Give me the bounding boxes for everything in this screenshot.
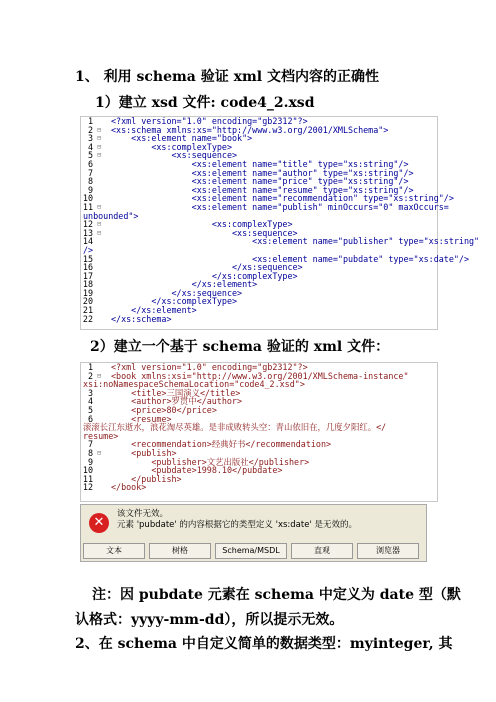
tab-browser[interactable]: 浏览器 xyxy=(357,543,419,559)
fold-icon[interactable]: ⊟ xyxy=(97,125,102,134)
fold-icon[interactable]: ⊟ xyxy=(97,448,102,457)
code-text: </publish> xyxy=(111,473,182,484)
code-text: <xs:sequence> xyxy=(111,150,238,161)
tab-grid[interactable]: 树格 xyxy=(149,543,211,559)
fold-icon[interactable]: ⊟ xyxy=(97,134,102,143)
code-text: </xs:schema> xyxy=(111,313,172,324)
line-number: 11 xyxy=(82,201,93,212)
line-number: 22 xyxy=(82,313,93,324)
code-text: <xs:element name="author" type="xs:string"/> xyxy=(111,167,414,178)
code-text: <publish> xyxy=(111,447,177,458)
code-text: </xs:element> xyxy=(111,279,258,290)
code-text: <?xml version="1.0" encoding="gb2312"?> xyxy=(111,116,308,126)
code-text: <resume> xyxy=(111,413,172,424)
line-number: 8 xyxy=(87,447,93,458)
code-text: 滚滚长江东逝水，浪花淘尽英雄。是非成败转头空：青山依旧在，几度夕阳红。</ xyxy=(83,422,387,433)
xsd-code-block xyxy=(80,116,480,330)
code-text: <xs:complexType> xyxy=(111,141,233,152)
code-text: <book xmlns:xsi="http://www.w3.org/2001/XMLSchema-instance" xyxy=(111,370,409,381)
section-heading-2: 2、在 schema 中自定义简单的数据类型：myinteger, 其 xyxy=(75,636,453,652)
code-text: <xs:schema xmlns:xs="http://www.w3.org/2001/XMLSchema"> xyxy=(111,124,389,135)
line-number: 10 xyxy=(82,465,93,476)
tab-visual[interactable]: 直观 xyxy=(291,543,353,559)
line-number: 19 xyxy=(82,287,93,298)
code-text: <xs:complexType> xyxy=(111,219,293,230)
code-text: </xs:element> xyxy=(111,305,197,316)
code-text: <recommendation>经典好书</recommendation> xyxy=(111,439,332,450)
tab-schema[interactable]: Schema/MSDL xyxy=(215,543,287,559)
line-number: 18 xyxy=(82,279,93,290)
code-text: <xs:element name="publish" minOccurs="0" maxOccurs= xyxy=(111,201,449,212)
line-number: 4 xyxy=(87,141,93,152)
line-number: 17 xyxy=(82,270,93,281)
code-text: /> xyxy=(83,244,94,255)
line-number: 9 xyxy=(87,456,93,467)
line-number: 3 xyxy=(87,133,93,144)
line-number: 9 xyxy=(87,184,93,195)
line-number: 12 xyxy=(82,482,93,493)
line-number: 5 xyxy=(87,404,93,415)
line-number: 21 xyxy=(82,305,93,316)
code-text: <author>罗贯中</author> xyxy=(111,396,243,407)
line-number: 3 xyxy=(87,387,93,398)
code-text: <xs:element name="recommendation" type="xs:string"/> xyxy=(111,193,454,204)
error-icon: ✕ xyxy=(89,513,109,533)
code-text: <title>三国演义</title> xyxy=(111,387,241,398)
line-number: 11 xyxy=(82,473,93,484)
step-heading-1: 1）建立 xsd 文件: code4_2.xsd xyxy=(95,95,315,111)
line-number: 6 xyxy=(87,158,93,169)
line-number: 13 xyxy=(82,227,93,238)
section-heading-1: 1、 利用 schema 验证 xml 文档内容的正确性 xyxy=(75,69,379,85)
fold-icon[interactable]: ⊟ xyxy=(97,228,102,237)
code-text: <xs:element name="title" type="xs:string"/> xyxy=(111,158,409,169)
code-text: unbounded"> xyxy=(83,210,139,221)
error-detail: 元素 'pubdate' 的内容根据它的类型定义 'xs:date' 是无效的。 xyxy=(117,520,357,530)
fold-icon[interactable]: ⊟ xyxy=(97,220,102,229)
line-number: 16 xyxy=(82,262,93,273)
line-number: 1 xyxy=(87,362,93,372)
code-text: </xs:sequence> xyxy=(111,262,303,273)
error-title: 该文件无效。 xyxy=(117,509,169,519)
code-text: </book> xyxy=(111,482,147,493)
code-text: <xs:element name="price" type="xs:string"/> xyxy=(111,176,409,187)
code-text: <pubdate>1998.10</pubdate> xyxy=(111,465,283,476)
validation-error-dialog xyxy=(80,504,427,562)
code-text: </xs:complexType> xyxy=(111,270,298,281)
code-text: <?xml version="1.0" encoding="gb2312"?> xyxy=(111,362,308,372)
code-text: </xs:complexType> xyxy=(111,296,238,307)
fold-icon[interactable]: ⊟ xyxy=(97,371,102,380)
code-text: <xs:element name="pubdate" type="xs:date"/> xyxy=(111,253,469,264)
line-number: 10 xyxy=(82,193,93,204)
code-line xyxy=(81,315,437,324)
xml-code-block xyxy=(80,362,438,502)
error-message xyxy=(117,509,357,531)
code-text: <xs:element name="publisher" type="xs:string" xyxy=(111,236,480,247)
line-number: 6 xyxy=(87,413,93,424)
code-text: </xs:sequence> xyxy=(111,287,243,298)
line-number: 20 xyxy=(82,296,93,307)
view-tabs xyxy=(81,540,426,560)
code-text: xsi:noNamespaceSchemaLocation="code4_2.xsd"> xyxy=(83,379,305,390)
code-line xyxy=(81,236,480,247)
line-number: 2 xyxy=(87,124,93,135)
fold-icon[interactable]: ⊟ xyxy=(97,202,102,211)
line-number: 12 xyxy=(82,219,93,230)
line-number: 14 xyxy=(82,236,93,247)
line-number: 15 xyxy=(82,253,93,264)
step-heading-2: 2）建立一个基于 schema 验证的 xml 文件： xyxy=(90,339,390,355)
code-text: resume> xyxy=(83,430,119,441)
line-number: 2 xyxy=(87,370,93,381)
line-number: 8 xyxy=(87,176,93,187)
code-line xyxy=(81,483,437,492)
line-number: 1 xyxy=(87,116,93,126)
code-text: <price>80</price> xyxy=(111,404,217,415)
code-text: <xs:sequence> xyxy=(111,227,298,238)
code-text: <xs:element name="book"> xyxy=(111,133,253,144)
note-line-1: 注：因 pubdate 元素在 schema 中定义为 date 型（默 xyxy=(92,587,461,603)
line-number: 4 xyxy=(87,396,93,407)
fold-icon[interactable]: ⊟ xyxy=(97,151,102,160)
tab-text[interactable]: 文本 xyxy=(83,543,145,559)
fold-icon[interactable]: ⊟ xyxy=(97,142,102,151)
line-number: 7 xyxy=(87,167,93,178)
code-text: <publisher>文艺出版社</publisher> xyxy=(111,456,310,467)
code-text: <xs:element name="resume" type="xs:string"/> xyxy=(111,184,414,195)
code-line xyxy=(81,423,437,432)
line-number: 5 xyxy=(87,150,93,161)
line-number: 7 xyxy=(87,439,93,450)
note-line-2: 认格式：yyyy-mm-dd），所以提示无效。 xyxy=(75,612,344,628)
